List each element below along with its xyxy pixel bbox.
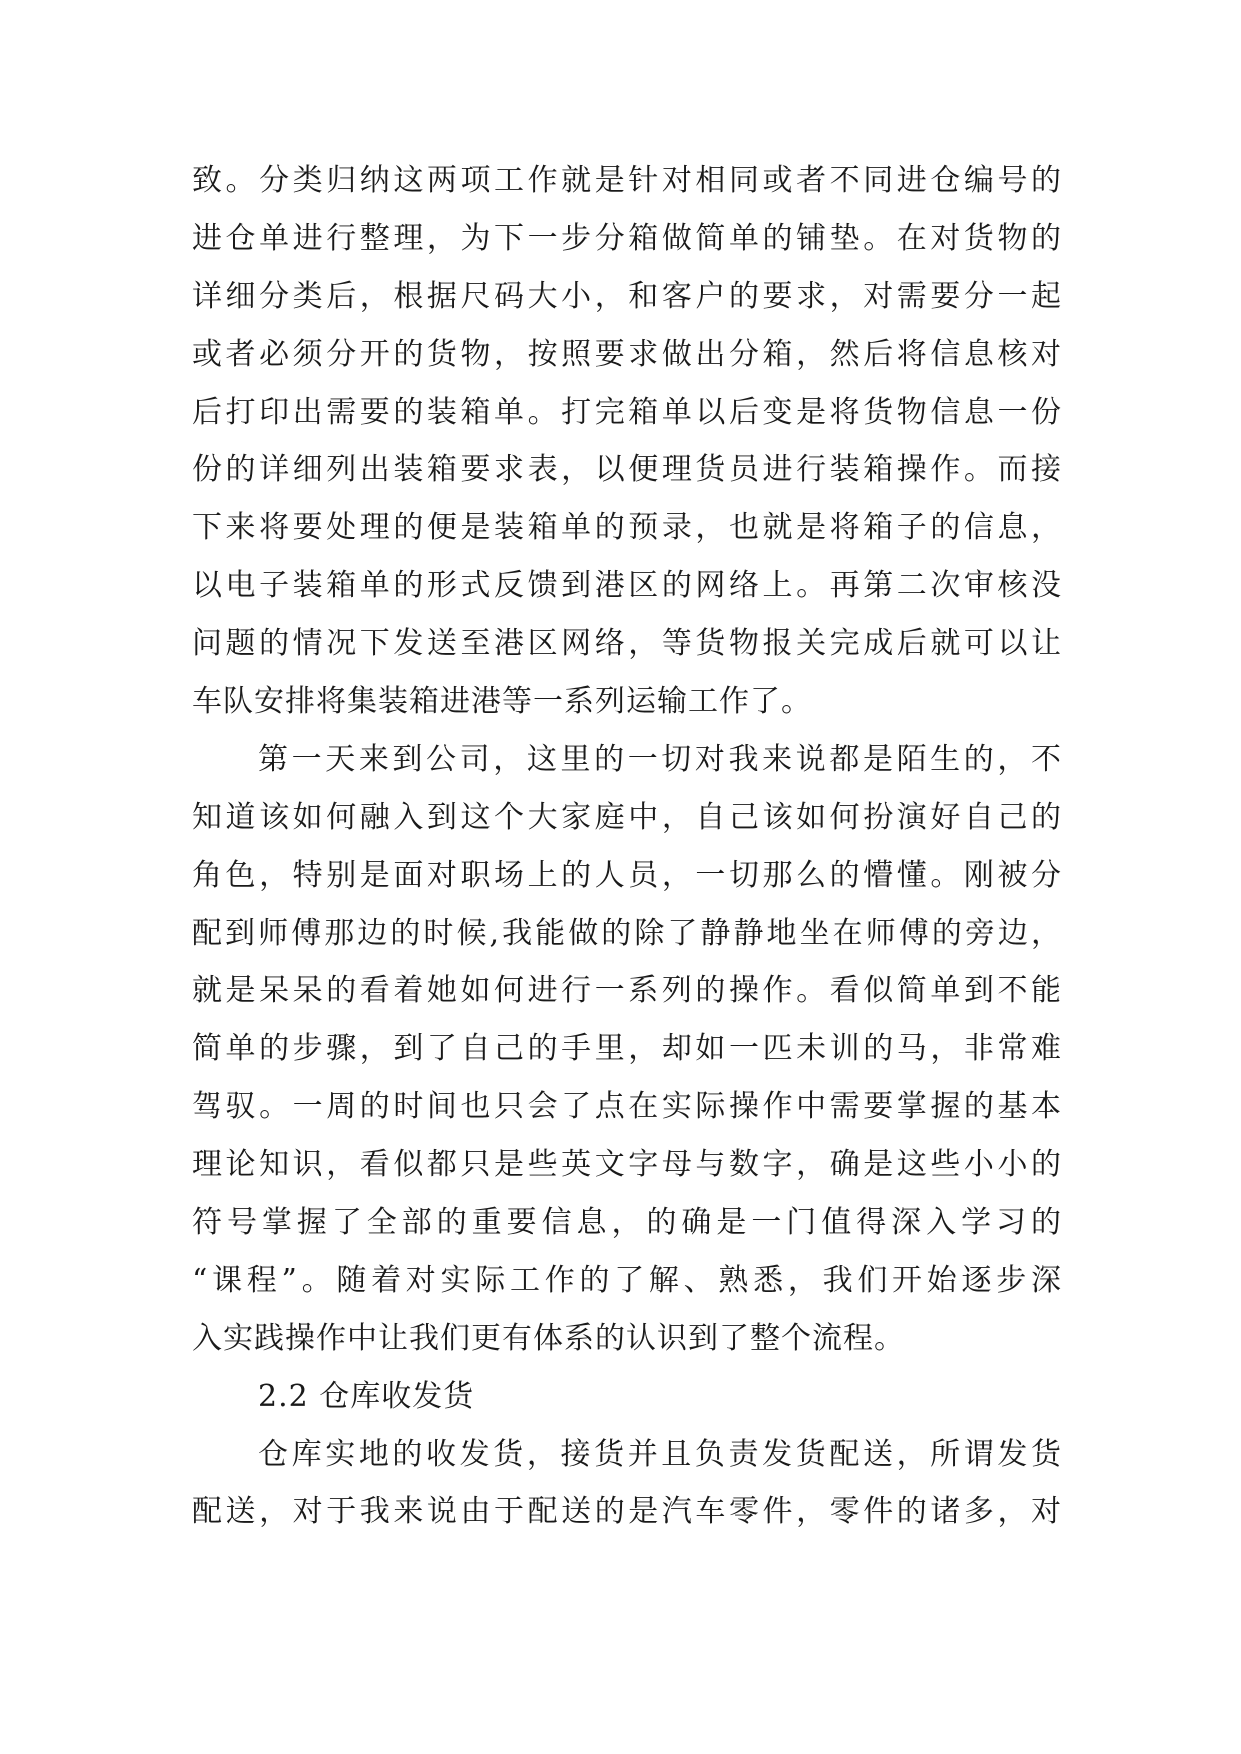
section-heading: 2.2 仓库收发货 <box>258 1378 475 1414</box>
text-line: 知道该如何融入到这个大家庭中，自己该如何扮演好自己的 <box>192 799 1062 835</box>
text-line: 后打印出需要的装箱单。打完箱单以后变是将货物信息一份 <box>192 394 1062 430</box>
text-line: 简单的步骤，到了自己的手里，却如一匹未训的马，非常难 <box>192 1031 1062 1067</box>
text-line: 驾驭。一周的时间也只会了点在实际操作中需要掌握的基本 <box>192 1089 1062 1125</box>
text-line: 理论知识，看似都只是些英文字母与数字，确是这些小小的 <box>192 1147 1062 1183</box>
text-line: “课程”。随着对实际工作的了解、熟悉，我们开始逐步深 <box>192 1262 1062 1298</box>
text-line: 致。分类归纳这两项工作就是针对相同或者不同进仓编号的 <box>192 163 1062 198</box>
text-line: 就是呆呆的看着她如何进行一系列的操作。看似简单到不能 <box>192 973 1062 1009</box>
text-line: 第一天来到公司，这里的一切对我来说都是陌生的，不 <box>258 741 1062 777</box>
text-line: 问题的情况下发送至港区网络，等货物报关完成后就可以让 <box>192 626 1062 662</box>
text-line: 仓库实地的收发货，接货并且负责发货配送，所谓发货 <box>258 1436 1062 1472</box>
text-line: 份的详细列出装箱要求表，以便理货员进行装箱操作。而接 <box>192 452 1062 488</box>
text-line: 进仓单进行整理，为下一步分箱做简单的铺垫。在对货物的 <box>192 220 1062 256</box>
text-line: 详细分类后，根据尺码大小，和客户的要求，对需要分一起 <box>192 278 1062 314</box>
text-line: 入实践操作中让我们更有体系的认识到了整个流程。 <box>192 1320 905 1356</box>
text-line: 以电子装箱单的形式反馈到港区的网络上。再第二次审核没 <box>192 568 1062 604</box>
body-text <box>192 152 1062 1541</box>
text-line: 配到师傅那边的时候,我能做的除了静静地坐在师傅的旁边， <box>192 915 1062 951</box>
text-line: 车队安排将集装箱进港等一系列运输工作了。 <box>192 684 812 720</box>
text-line: 或者必须分开的货物，按照要求做出分箱，然后将信息核对 <box>192 336 1062 372</box>
text-line: 下来将要处理的便是装箱单的预录，也就是将箱子的信息， <box>192 510 1062 546</box>
text-line: 角色，特别是面对职场上的人员，一切那么的懵懂。刚被分 <box>192 857 1062 893</box>
text-line: 符号掌握了全部的重要信息，的确是一门值得深入学习的 <box>192 1205 1062 1241</box>
text-line: 配送，对于我来说由于配送的是汽车零件，零件的诸多，对 <box>192 1494 1062 1530</box>
